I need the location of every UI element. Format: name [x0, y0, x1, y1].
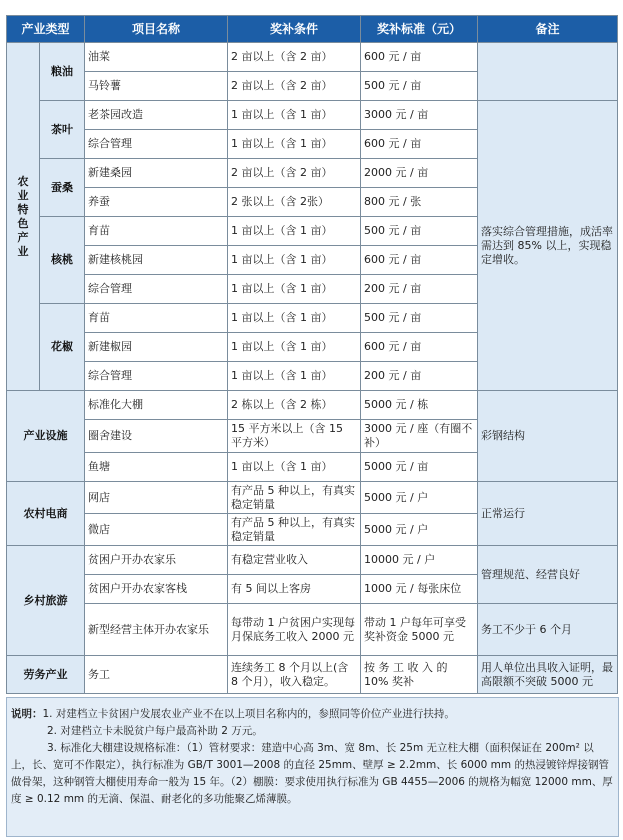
project-name: 圈舍建设	[85, 420, 228, 453]
header-note: 备注	[478, 16, 618, 43]
category-tourism: 乡村旅游	[7, 546, 85, 656]
table-row	[7, 482, 618, 514]
remark-grain	[478, 43, 618, 101]
notes-box	[6, 697, 619, 837]
condition: 有产品 5 种以上，有真实稳定销量	[228, 482, 361, 514]
note-2: 2. 对建档立卡未脱贫户每户最高补助 2 万元。	[47, 725, 263, 737]
project-name: 老茶园改造	[85, 101, 228, 130]
table-row	[7, 391, 618, 420]
header-cond: 奖补条件	[228, 16, 361, 43]
condition: 有稳定营业收入	[228, 546, 361, 575]
remark-ecommerce: 正常运行	[478, 482, 618, 546]
table-row	[7, 656, 618, 694]
header-name: 项目名称	[85, 16, 228, 43]
condition: 1 亩以上（含 1 亩）	[228, 130, 361, 159]
table-row	[7, 546, 618, 575]
category-agri-char: 产	[17, 230, 29, 244]
condition: 有 5 间以上客房	[228, 575, 361, 604]
standard: 200 元 / 亩	[361, 275, 478, 304]
subcategory-pepper: 花椒	[40, 304, 85, 391]
condition: 1 亩以上（含 1 亩）	[228, 101, 361, 130]
table-row	[7, 101, 618, 130]
project-name: 网店	[85, 482, 228, 514]
standard: 200 元 / 亩	[361, 362, 478, 391]
standard: 500 元 / 亩	[361, 217, 478, 246]
condition: 2 栋以上（含 2 栋）	[228, 391, 361, 420]
project-name: 综合管理	[85, 275, 228, 304]
condition: 1 亩以上（含 1 亩）	[228, 453, 361, 482]
note-1: 1. 对建档立卡贫困户发展农业产业不在以上项目名称内的，参照同等价位产业进行扶持。	[42, 708, 455, 720]
condition: 有产品 5 种以上，有真实稳定销量	[228, 514, 361, 546]
category-agri-char: 农	[17, 174, 29, 188]
project-name: 综合管理	[85, 130, 228, 159]
condition: 1 亩以上（含 1 亩）	[228, 304, 361, 333]
header-type: 产业类型	[7, 16, 85, 43]
category-agri-char: 业	[17, 188, 29, 202]
project-name: 标准化大棚	[85, 391, 228, 420]
condition: 2 张以上（含 2张）	[228, 188, 361, 217]
standard: 5000 元 / 户	[361, 514, 478, 546]
project-name: 育苗	[85, 217, 228, 246]
condition: 每带动 1 户贫困户实现每月保底务工收入 2000 元	[228, 604, 361, 656]
project-name: 新建核桃园	[85, 246, 228, 275]
condition: 2 亩以上（含 2 亩）	[228, 72, 361, 101]
category-agri-char: 特	[17, 202, 29, 216]
standard: 800 元 / 张	[361, 188, 478, 217]
standard: 10000 元 / 户	[361, 546, 478, 575]
standard: 500 元 / 亩	[361, 72, 478, 101]
standard: 500 元 / 亩	[361, 304, 478, 333]
category-agri-char: 业	[17, 244, 29, 258]
condition: 1 亩以上（含 1 亩）	[228, 217, 361, 246]
notes-label: 说明：	[11, 708, 43, 720]
standard: 带动 1 户每年可享受奖补资金 5000 元	[361, 604, 478, 656]
project-name: 鱼塘	[85, 453, 228, 482]
condition: 1 亩以上（含 1 亩）	[228, 246, 361, 275]
subcategory-silk: 蚕桑	[40, 159, 85, 217]
table-row	[7, 604, 618, 656]
standard: 3000 元 / 座（有圈不补）	[361, 420, 478, 453]
remark-tourism-2: 务工不少于 6 个月	[478, 604, 618, 656]
subsidy-table	[6, 15, 618, 694]
condition: 2 亩以上（含 2 亩）	[228, 43, 361, 72]
standard: 3000 元 / 亩	[361, 101, 478, 130]
project-name: 新型经营主体开办农家乐	[85, 604, 228, 656]
project-name: 养蚕	[85, 188, 228, 217]
project-name: 微店	[85, 514, 228, 546]
remark-facility: 彩钢结构	[478, 391, 618, 482]
project-name: 新建桑园	[85, 159, 228, 188]
standard: 5000 元 / 户	[361, 482, 478, 514]
standard: 1000 元 / 每张床位	[361, 575, 478, 604]
project-name: 育苗	[85, 304, 228, 333]
category-agri-char: 色	[17, 216, 29, 230]
table-row	[7, 43, 618, 72]
condition: 1 亩以上（含 1 亩）	[228, 333, 361, 362]
subcategory-walnut: 核桃	[40, 217, 85, 304]
standard: 5000 元 / 栋	[361, 391, 478, 420]
standard: 600 元 / 亩	[361, 43, 478, 72]
project-name: 马铃薯	[85, 72, 228, 101]
remark-labor: 用人单位出具收入证明，最高限额不突破 5000 元	[478, 656, 618, 694]
standard: 600 元 / 亩	[361, 333, 478, 362]
note-line-1	[11, 706, 614, 723]
category-labor: 劳务产业	[7, 656, 85, 694]
condition: 15 平方米以上（含 15 平方米）	[228, 420, 361, 453]
project-name: 务工	[85, 656, 228, 694]
standard: 5000 元 / 亩	[361, 453, 478, 482]
project-name: 贫困户开办农家客栈	[85, 575, 228, 604]
condition: 1 亩以上（含 1 亩）	[228, 362, 361, 391]
project-name: 综合管理	[85, 362, 228, 391]
condition: 连续务工 8 个月以上(含 8 个月），收入稳定。	[228, 656, 361, 694]
project-name: 贫困户开办农家乐	[85, 546, 228, 575]
project-name: 油菜	[85, 43, 228, 72]
standard: 按 务 工 收 入 的 10% 奖补	[361, 656, 478, 694]
condition: 1 亩以上（含 1 亩）	[228, 275, 361, 304]
category-agri	[7, 43, 40, 391]
standard: 600 元 / 亩	[361, 246, 478, 275]
standard: 2000 元 / 亩	[361, 159, 478, 188]
category-facility: 产业设施	[7, 391, 85, 482]
header-row	[7, 16, 618, 43]
remark-agri: 落实综合管理措施，成活率需达到 85% 以上，实现稳定增收。	[478, 101, 618, 391]
subcategory-tea: 茶叶	[40, 101, 85, 159]
condition: 2 亩以上（含 2 亩）	[228, 159, 361, 188]
remark-tourism-1: 管理规范、经营良好	[478, 546, 618, 604]
header-std: 奖补标准（元）	[361, 16, 478, 43]
category-ecommerce: 农村电商	[7, 482, 85, 546]
subcategory-grain: 粮油	[40, 43, 85, 101]
project-name: 新建椒园	[85, 333, 228, 362]
standard: 600 元 / 亩	[361, 130, 478, 159]
note-3: 3. 标准化大棚建设规格标准：（1）管材要求：建造中心高 3m、宽 8m、长 25m 无立柱大棚（面积保证在 200m² 以上，长、宽可不作限定），执行标准为 GB/T 3001—2008 的直径 25mm、壁厚 ≥ 2.2mm、长 6000 mm 的热浸镀锌焊接钢管做骨架，这种钢管大棚使用寿命一般为 15 年。（2）棚膜：要求使用执行标准为 GB 4455—2006 的规格为幅宽 12000 mm、厚度 ≥ 0.12 mm 的无滴、保温、耐老化的多功能聚乙烯薄膜。	[11, 742, 613, 805]
